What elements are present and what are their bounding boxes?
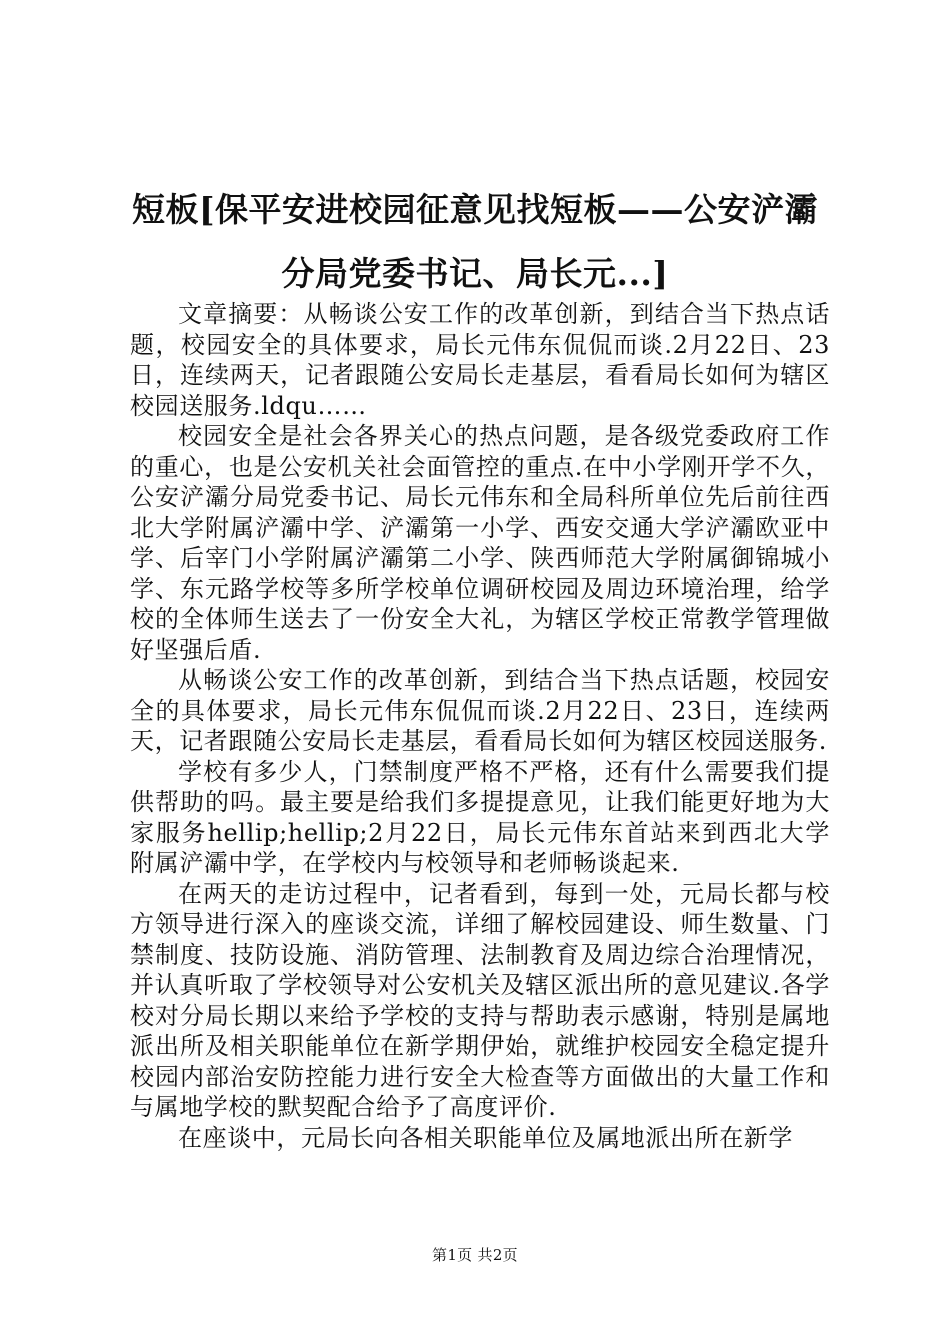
paragraph: 在座谈中，元局长向各相关职能单位及属地派出所在新学: [178, 1123, 793, 1152]
paragraph: 在两天的走访过程中，记者看到，每到一处，元局长都与校方领导进行深入的座谈交流，详细了解校园建设、师生数量、门禁制度、技防设施、消防管理、法制教育及周边综合治理情况，并认真听取了学校领导对公安机关及辖区派出所的意见建议.各学校对分局长期以来给予学校的支持与帮助表示感谢，特别是属地派出所及相关职能单位在新学期伊始，就维护校园安全稳定提升校园内部治安防控能力进行安全大检查等方面做出的大量工作和与属地学校的默契配合给予了高度评价.: [130, 879, 830, 1121]
document-body: [130, 299, 830, 1153]
paragraph-abstract: 文章摘要：从畅谈公安工作的改革创新，到结合当下热点话题，校园安全的具体要求，局长元伟东侃侃而谈.2月22日、23日，连续两天，记者跟随公安局长走基层，看看局长如何为辖区校园送服务.ldqu……: [130, 300, 830, 420]
document-title: 短板[保平安进校园征意见找短板——公安浐灞分局党委书记、局长元...]: [131, 190, 819, 293]
paragraph: 从畅谈公安工作的改革创新，到结合当下热点话题，校园安全的具体要求，局长元伟东侃侃而谈.2月22日、23日，连续两天，记者跟随公安局长走基层，看看局长如何为辖区校园送服务.: [130, 666, 830, 755]
page-number-footer: 第1页 共2页: [432, 1246, 518, 1264]
paragraph: 学校有多少人，门禁制度严格不严格，还有什么需要我们提供帮助的吗。最主要是给我们多提提意见，让我们能更好地为大家服务hellip;hellip;2月22日，局长元伟东首站来到西北大学附属浐灞中学，在学校内与校领导和老师畅谈起来.: [130, 757, 830, 877]
paragraph: 校园安全是社会各界关心的热点问题，是各级党委政府工作的重心，也是公安机关社会面管控的重点.在中小学刚开学不久，公安浐灞分局党委书记、局长元伟东和全局科所单位先后前往西北大学附属浐灞中学、浐灞第一小学、西安交通大学浐灞欧亚中学、后宰门小学附属浐灞第二小学、陕西师范大学附属御锦城小学、东元路学校等多所学校单位调研校园及周边环境治理，给学校的全体师生送去了一份安全大礼，为辖区学校正常教学管理做好坚强后盾.: [130, 422, 830, 664]
